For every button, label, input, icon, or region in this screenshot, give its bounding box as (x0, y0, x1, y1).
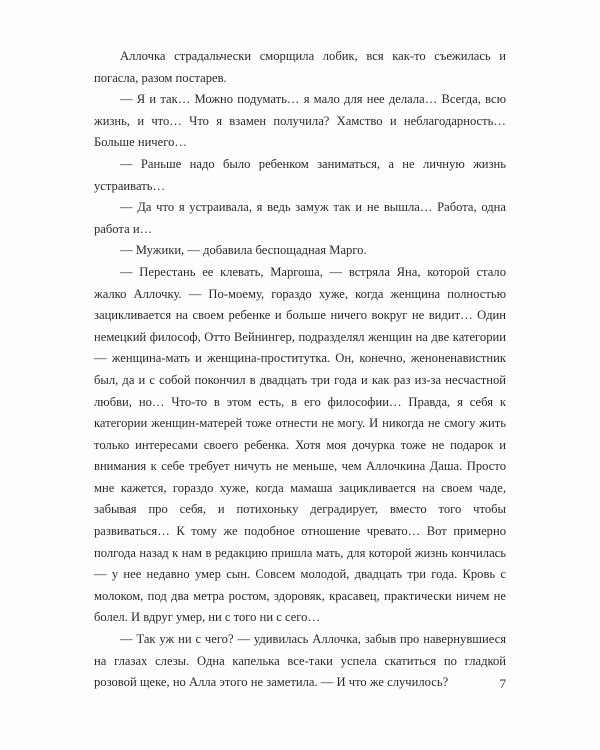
paragraph-7: — Так уж ни с чего? — удивилась Аллочка, забыв про навернувшиеся на глазах слезы. Одна капелька все-таки успела скатиться по гладкой розовой щеке, но Алла этого не заметила. — И что же случилось? (94, 632, 506, 690)
paragraph-1: Аллочка страдальчески сморщила лобик, вся как-то съежилась и погасла, разом постарев. (94, 49, 506, 85)
paragraph-3: — Раньше надо было ребенком заниматься, а не личную жизнь устраивать… (94, 156, 506, 193)
page-number: 7 (499, 676, 506, 691)
body-text (94, 46, 506, 694)
paragraph-4: — Да что я устраивала, я ведь замуж так и не вышла… Работа, одна работа и… (94, 200, 506, 236)
paragraph-6: — Перестань ее клевать, Маргоша, — встряла Яна, которой стало жалко Аллочку. — По-моему, гораздо хуже, когда женщина полностью зацикливается на своем ребенке и больше ничего вокруг не видит… Один немецкий философ, Отто Вейнингер, подразделял женщин на две категории — женщина-мать и женщина-проститутка. Он, конечно, женоненавистник был, да и с собой покончил в двадцать три года и как раз из-за несчастной любви, но… Что-то в этом есть, в его философии… Правда, я себя к категории женщин-матерей тоже отнести не могу. И никогда не смогу жить только интересами своего ребенка. Хотя моя дочурка тоже не подарок и внимания к себе требует ничуть не меньше, чем Аллочкина Даша. Просто мне кажется, гораздо хуже, когда мамаша зацикливается на своем чаде, забывая про себя, и потихоньку деградирует, вместо того чтобы развиваться… К тому же подобное отношение чревато… Вот примерно полгода назад к нам в редакцию пришла мать, для которой жизнь кончилась — у нее недавно умер сын. Совсем молодой, двадцать три года. Кровь с молоком, под два метра ростом, здоровяк, красавец, практически ничем не болел. И вдруг умер, ни с того ни с сего… (94, 264, 506, 625)
paragraph-5: — Мужики, — добавила беспощадная Марго. (120, 243, 367, 258)
paragraph-2: — Я и так… Можно подумать… я мало для нее делала… Всегда, всю жизнь, и что… Что я взамен получила? Хамство и неблагодарность… Больше ничего… (94, 92, 506, 150)
